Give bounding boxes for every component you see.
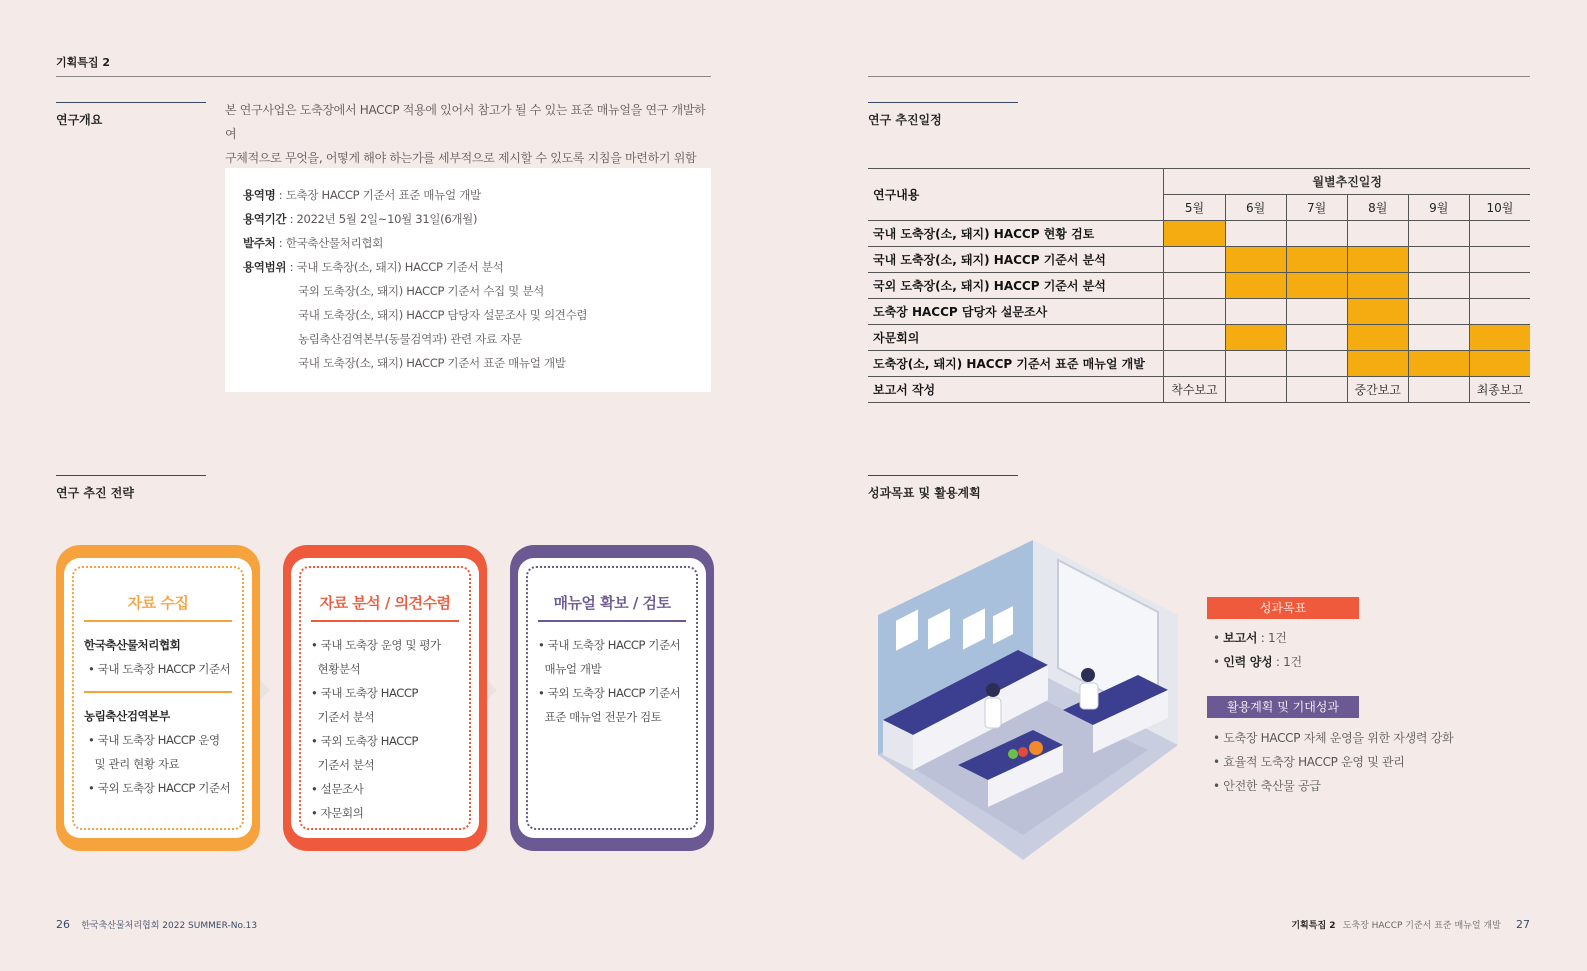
card-body [64,558,252,838]
card-title: 자료 수집 [127,594,189,612]
card-item: 기준서 분석 [311,758,375,772]
schedule-cell [1164,247,1225,273]
strategy-card-review [510,545,714,851]
card-content [538,633,694,729]
header-rule [56,76,711,77]
flow-arrow [487,680,497,700]
card-item: • 국외 도축장 HACCP 기준서 [538,686,681,700]
footer-article-title: 도축장 HACCP 기준서 표준 매뉴얼 개발 [1342,921,1501,931]
schedule-table [868,168,1530,403]
schedule-cell [1286,351,1347,377]
schedule-cell [1225,299,1286,325]
scientist-coat [985,698,1001,728]
info-scope-item: 국외 도축장(소, 돼지) HACCP 기준서 수집 및 분석 [298,284,544,298]
goal-badge: 성과목표 [1207,597,1359,619]
card-item: 및 관리 현황 자료 [88,757,180,771]
row-label: 국내 도축장(소, 돼지) HACCP 현황 검토 [868,221,1164,247]
row-label: 국내 도축장(소, 돼지) HACCP 기준서 분석 [868,247,1164,273]
section-header-label: 기획특집 2 [56,56,110,69]
schedule-cell-active [1347,351,1408,377]
card-item: 매뉴얼 개발 [538,662,602,676]
schedule-cell [1286,221,1347,247]
card-item: • 자문회의 [311,806,364,820]
vegetable-icon [1008,749,1018,759]
schedule-body [868,221,1530,377]
schedule-cell [1408,247,1469,273]
schedule-cell-active [1469,351,1530,377]
footer-section-label: 기획특집 2 [1291,921,1336,931]
table-row [868,247,1530,273]
month-header: 6월 [1225,195,1286,221]
card-item: 기준서 분석 [311,710,375,724]
outcome-title: 성과목표 및 활용계획 [868,486,981,500]
report-cell: 중간보고 [1347,377,1408,403]
card-item: • 국외 도축장 HACCP 기준서 [88,781,231,795]
strategy-card-analysis [283,545,487,851]
schedule-cell [1408,325,1469,351]
month-header: 5월 [1164,195,1225,221]
plan-item: • 도축장 HACCP 자체 운영을 위한 자생력 강화 [1213,731,1454,745]
project-info-box [225,168,711,392]
info-scope-item: 국내 도축장(소, 돼지) HACCP 담당자 설문조사 및 의견수렴 [298,308,588,322]
row-label: 도축장(소, 돼지) HACCP 기준서 표준 매뉴얼 개발 [868,351,1164,377]
card-content [84,633,240,681]
schedule-cell [1225,351,1286,377]
goal-item: • 보고서 : 1건 [1213,631,1287,645]
plan-badge: 활용계획 및 기대성과 [1207,696,1359,718]
schedule-cell-active [1164,221,1225,247]
info-client: 발주처 : 한국축산물처리협회 [243,236,384,250]
scientist-coat [1080,683,1098,709]
table-row [868,351,1530,377]
schedule-cell-active [1225,273,1286,299]
intro-line-1: 본 연구사업은 도축장에서 HACCP 적용에 있어서 참고가 될 수 있는 표준 매뉴얼을 연구 개발하여 [225,103,706,141]
info-name: 용역명 : 도축장 HACCP 기준서 표준 매뉴얼 개발 [243,188,481,202]
outcome-rule [868,475,1018,476]
overview-rule [56,102,206,103]
overview-title: 연구개요 [56,113,103,127]
month-header: 8월 [1347,195,1408,221]
card-item: 현황분석 [311,662,361,676]
info-scope: 용역범위 : 국내 도축장(소, 돼지) HACCP 기준서 분석 [243,260,504,274]
table-row [868,325,1530,351]
card-org: 농림축산검역본부 [84,709,170,723]
card-item: • 설문조사 [311,782,364,796]
schedule-cell-active [1286,247,1347,273]
schedule-cell [1164,299,1225,325]
page-number-left: 26 [56,918,70,931]
strategy-title: 연구 추진 전략 [56,486,134,500]
schedule-title: 연구 추진일정 [868,113,942,127]
schedule-cell [1469,299,1530,325]
report-cell [1408,377,1469,403]
schedule-cell [1286,299,1347,325]
flow-arrow [260,680,270,700]
schedule-cell-active [1408,351,1469,377]
card-content [311,633,467,825]
goal-item: • 인력 양성 : 1건 [1213,655,1302,669]
schedule-cell-active [1286,273,1347,299]
table-row [868,273,1530,299]
schedule-cell [1408,221,1469,247]
info-scope-item: 국내 도축장(소, 돼지) HACCP 기준서 표준 매뉴얼 개발 [298,356,566,370]
schedule-cell [1347,221,1408,247]
schedule-cell [1408,299,1469,325]
strategy-card-collect [56,545,260,851]
schedule-cell-active [1347,325,1408,351]
plan-item: • 효율적 도축장 HACCP 운영 및 관리 [1213,755,1405,769]
page-number-right: 27 [1516,918,1530,931]
month-header: 9월 [1408,195,1469,221]
intro-line-2: 구체적으로 무엇을, 어떻게 해야 하는가를 세부적으로 제시할 수 있도록 지침을 마련하기 위함 [225,151,697,165]
card-divider [84,620,232,622]
schedule-cell-active [1225,325,1286,351]
schedule-cell [1286,325,1347,351]
col-header-content: 연구내용 [868,169,1164,221]
schedule-cell [1164,273,1225,299]
scientist-head [1081,668,1095,682]
card-body [291,558,479,838]
schedule-cell-active [1347,299,1408,325]
card-divider [84,691,232,693]
report-cell [1286,377,1347,403]
schedule-cell [1164,351,1225,377]
table-row [868,221,1530,247]
footer-left [56,918,257,931]
schedule-cell-active [1469,325,1530,351]
schedule-cell-active [1347,273,1408,299]
plan-item: • 안전한 축산물 공급 [1213,779,1321,793]
table-header-row [868,169,1530,195]
card-item: • 국외 도축장 HACCP [311,734,419,748]
schedule-cell-active [1347,247,1408,273]
scientist-head [986,683,1000,697]
schedule-cell [1469,273,1530,299]
report-cell: 최종보고 [1469,377,1530,403]
card-item: • 국내 도축장 HACCP [311,686,419,700]
month-header: 10월 [1469,195,1530,221]
card-item: • 국내 도축장 HACCP 기준서 [538,638,681,652]
footer-publication: 한국축산물처리협회 2022 SUMMER-No.13 [81,921,258,931]
row-label: 자문회의 [868,325,1164,351]
card-title: 매뉴얼 확보 / 검토 [553,594,671,612]
header-rule-right [868,76,1530,77]
card-title: 자료 분석 / 의견수렴 [319,594,451,612]
report-cell: 착수보고 [1164,377,1225,403]
card-divider [311,620,459,622]
col-header-monthly: 월별추진일정 [1164,169,1530,195]
card-item: • 국내 도축장 HACCP 기준서 [88,662,231,676]
card-item: • 국내 도축장 운영 및 평가 [311,638,441,652]
schedule-cell [1469,247,1530,273]
schedule-rule [868,102,1018,103]
footer-right [1291,918,1530,931]
strategy-rule [56,475,206,476]
table-row-report [868,377,1530,403]
overview-intro [225,98,715,170]
report-cell [1225,377,1286,403]
month-header: 7월 [1286,195,1347,221]
schedule-cell [1408,273,1469,299]
schedule-cell [1469,221,1530,247]
row-label: 보고서 작성 [868,377,1164,403]
table-row [868,299,1530,325]
tomato-icon [1018,747,1028,757]
row-label: 도축장 HACCP 담당자 설문조사 [868,299,1164,325]
info-period: 용역기간 : 2022년 5월 2일~10월 31일(6개월) [243,212,478,226]
schedule-cell [1164,325,1225,351]
card-item: 표준 매뉴얼 전문가 검토 [538,710,662,724]
row-label: 국외 도축장(소, 돼지) HACCP 기준서 분석 [868,273,1164,299]
schedule-cell [1225,221,1286,247]
schedule-cell-active [1225,247,1286,273]
laboratory-illustration [868,540,1178,870]
card-body [518,558,706,838]
card-item: • 국내 도축장 HACCP 운영 [88,733,220,747]
card-divider [538,620,686,622]
card-org: 한국축산물처리협회 [84,638,181,652]
pumpkin-icon [1029,741,1043,755]
card-content [84,704,240,800]
info-scope-item: 농림축산검역본부(동물검역과) 관련 자료 자문 [298,332,522,346]
